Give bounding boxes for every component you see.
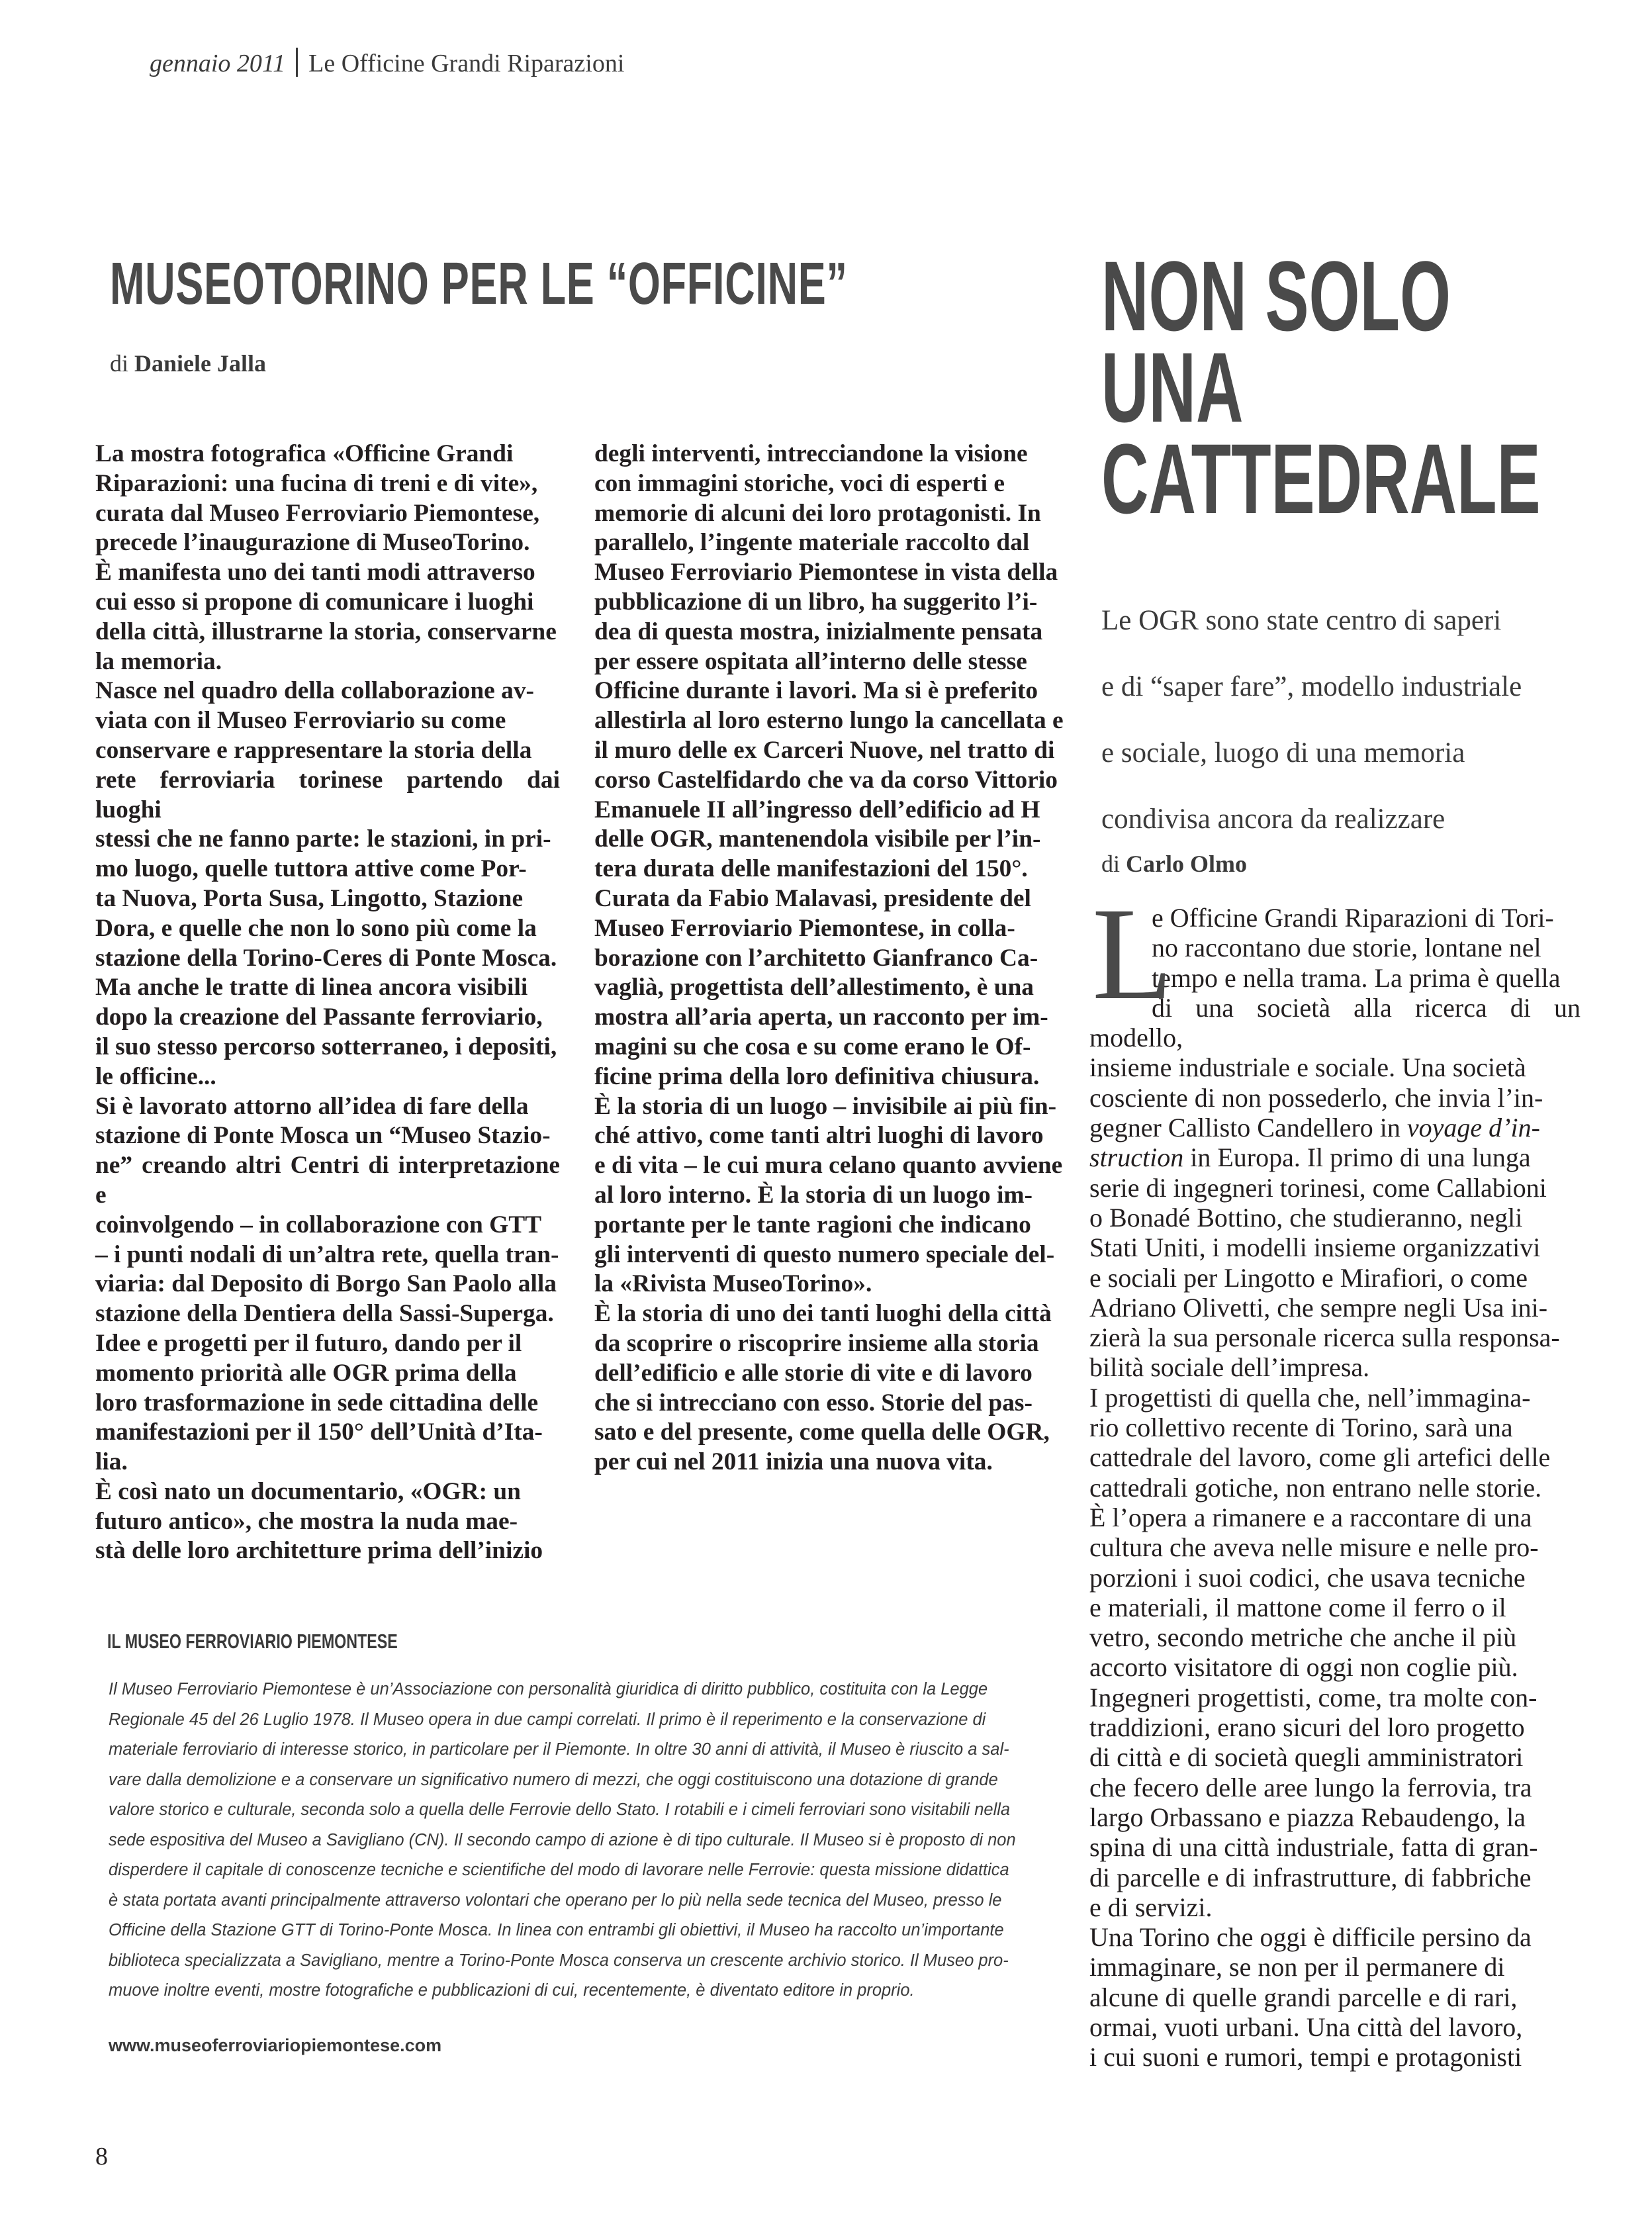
- right-article-author: Carlo Olmo: [1126, 851, 1247, 877]
- issue-date: gennaio 2011: [150, 50, 286, 77]
- header-divider: [296, 48, 298, 77]
- body-italic-text: voyage d’in- struction: [1089, 1113, 1540, 1173]
- sidebar-url: www.museoferroviariopiemontese.com: [109, 2035, 442, 2055]
- body-text: e Officine Grandi Riparazioni di Tori- no raccontano due storie, lontane nel tempo e nella trama. La prima è quella di una società alla ricerca di un modello, insieme industriale e sociale. Una società cosciente di non possederlo, che invia l’in- gegner Callisto Candellero in: [1089, 903, 1581, 1143]
- right-article-subtitle: Le OGR sono state centro di saperi e di “saper fare”, modello industriale e sociale, luogo di una memoria condivisa ancora da realizzare: [1101, 605, 1522, 835]
- left-article-byline: [110, 349, 266, 377]
- right-title-line: NON SOLO: [1101, 240, 1451, 351]
- right-article-title: [1101, 240, 1652, 534]
- byline-prefix: di: [1101, 851, 1121, 877]
- body-text: in Europa. Il primo di una lunga serie di ingegneri torinesi, come Callabioni o Bonadé Bottino, che studieranno, negli Stati Uniti, i modelli insieme organizzativi e sociali per Lingotto e Mirafiori, o come Adriano Olivetti, che sempre negli Usa ini- zierà la sua personale ricerca sulla responsa- bilità sociale dell’impresa. I progettisti di quella che, nell’immagina- rio collettivo recente di Torino, sarà una cattedrale del lavoro, come gli artefici delle cattedrali gotiche, non entrano nelle storie. È l’opera a rimanere e a raccontare di una cultura che aveva nelle misure e nelle pro- porzioni i suoi codici, che usava tecniche e materiali, il mattone come il ferro o il vetro, secondo metriche che anche il più accorto visitatore di oggi non coglie più. Ingegneri progettisti, come, tra molte con- traddizioni, erano sicuri del loro progetto di città e di società quegli amministratori che fecero delle aree lungo la ferrovia, tra largo Orbassano e piazza Rebaudengo, la spina di una città industriale, fatta di gran- di parcelle e di infrastrutture, di fabbriche e di servizi. Una Torino che oggi è difficile persino da immaginare, se non per il permanere di alcune di quelle grandi parcelle e di rari, ormai, vuoti urbani. Una città del lavoro, i cui suoni e rumori, tempi e protagonisti: [1089, 1142, 1560, 2072]
- right-article-body: [1089, 881, 1581, 2072]
- page-number: 8: [95, 2143, 108, 2170]
- left-article-title: MUSEOTORINO PER LE “OFFICINE”: [110, 251, 848, 317]
- sidebar-text: Il Museo Ferroviario Piemontese è un’Associazione con personalità giuridica di diritto pubblico, costituita con la Legge Regionale 45 del 26 Luglio 1978. Il Museo opera in due campi correlati. Il primo è il reperimento e la conservazione di materiale ferroviario di interesse storico, in particolare per il Piemonte. In oltre 30 anni di attività, il Museo è riuscito a sal- vare dalla demolizione e a conservare un significativo numero di mezzi, che oggi costituiscono una dotazione di grande valore storico e culturale, seconda solo a quella delle Ferrovie dello Stato. I rotabili e i cimeli ferroviari sono visitabili nella sede espositiva del Museo a Savigliano (CN). Il secondo campo di azione è di tipo culturale. Il Museo si è proposto di non disperdere il capitale di conoscenze tecniche e scientifiche del modo di lavorare nelle Ferrovie: questa missione didattica è stata portata avanti principalmente attraverso volontari che operano per lo più nella sede tecnica del Museo, presso le Officine della Stazione GTT di Torino-Ponte Mosca. In linea con entrambi gli obiettivi, il Museo ha raccolto un’importante biblioteca specializzata a Savigliano, mentre a Torino-Ponte Mosca conserva un crescente archivio storico. Il Museo pro- muove inoltre eventi, mostre fotografiche e pubblicazioni di cui, recentemente, è diventato editore in proprio.: [109, 1680, 1016, 2000]
- right-article-byline: [1101, 850, 1247, 878]
- drop-cap: L: [1092, 881, 1173, 1027]
- right-title-line: UNA: [1101, 332, 1244, 443]
- left-article-author: Daniele Jalla: [134, 350, 266, 377]
- right-title-line: CATTEDRALE: [1101, 423, 1541, 534]
- publication-title: Le Officine Grandi Riparazioni: [308, 50, 625, 77]
- left-article-column-2: degli interventi, intrecciandone la visione con immagini storiche, voci di esperti e memorie di alcuni dei loro protagonisti. In parallelo, l’ingente materiale raccolto dal Museo Ferroviario Piemontese in vista della pubblicazione di un libro, ha suggerito l’i- dea di questa mostra, inizialmente pensata per essere ospitata all’interno delle stesse Officine durante i lavori. Ma si è preferito allestirla al loro esterno lungo la cancellata e il muro delle ex Carceri Nuove, nel tratto di corso Castelfidardo che va da corso Vittorio Emanuele II all’ingresso dell’edificio ad H delle OGR, mantenendola visibile per l’in- tera durata delle manifestazioni del 150°. Curata da Fabio Malavasi, presidente del Museo Ferroviario Piemontese, in colla- borazione con l’architetto Gianfranco Ca- vaglià, progettista dell’allestimento, è una mostra all’aria aperta, un racconto per im- magini su che cosa e su come erano le Of- ficine prima della loro definitiva chiusura. È la storia di un luogo – invisibile ai più fin- ché attivo, come tanti altri luoghi di lavoro e di vita – le cui mura celano quanto avviene al loro interno. È la storia di un luogo im- portante per le tante ragioni che indicano gli interventi di questo numero speciale del- la «Rivista MuseoTorino». È la storia di uno dei tanti luoghi della città da scoprire o riscoprire insieme alla storia dell’edificio e alle storie di vite e di lavoro che si intrecciano con esso. Storie del pas- sato e del presente, come quella delle OGR, per cui nel 2011 inizia una nuova vita.: [594, 440, 1064, 1476]
- left-article-column-1: La mostra fotografica «Officine Grandi Riparazioni: una fucina di treni e di vite», curata dal Museo Ferroviario Piemontese, precede l’inaugurazione di MuseoTorino. È manifesta uno dei tanti modi attraverso cui esso si propone di comunicare i luoghi della città, illustrarne la storia, conservarne la memoria. Nasce nel quadro della collaborazione av- viata con il Museo Ferroviario su come conservare e rappresentare la storia della rete ferroviaria torinese partendo dai luoghi stessi che ne fanno parte: le stazioni, in pri- mo luogo, quelle tuttora attive come Por- ta Nuova, Porta Susa, Lingotto, Stazione Dora, e quelle che non lo sono più come la stazione della Torino-Ceres di Ponte Mosca. Ma anche le tratte di linea ancora visibili dopo la creazione del Passante ferroviario, il suo stesso percorso sotterraneo, i depositi, le officine... Si è lavorato attorno all’idea di fare della stazione di Ponte Mosca un “Museo Stazio- ne” creando altri Centri di interpretazione e coinvolgendo – in collaborazione con GTT – i punti nodali di un’altra rete, quella tran- viaria: dal Deposito di Borgo San Paolo alla stazione della Dentiera della Sassi-Superga. Idee e progetti per il futuro, dando per il momento priorità alle OGR prima della loro trasformazione in sede cittadina delle manifestazioni per il 150° dell’Unità d’Ita- lia. È così nato un documentario, «OGR: un futuro antico», che mostra la nuda mae- stà delle loro architetture prima dell’inizio: [95, 440, 560, 1565]
- byline-prefix: di: [110, 350, 129, 377]
- drop-cap-box: [1089, 881, 1173, 1027]
- running-header: [150, 48, 624, 78]
- sidebar-heading: IL MUSEO FERROVIARIO PIEMONTESE: [107, 1630, 398, 1653]
